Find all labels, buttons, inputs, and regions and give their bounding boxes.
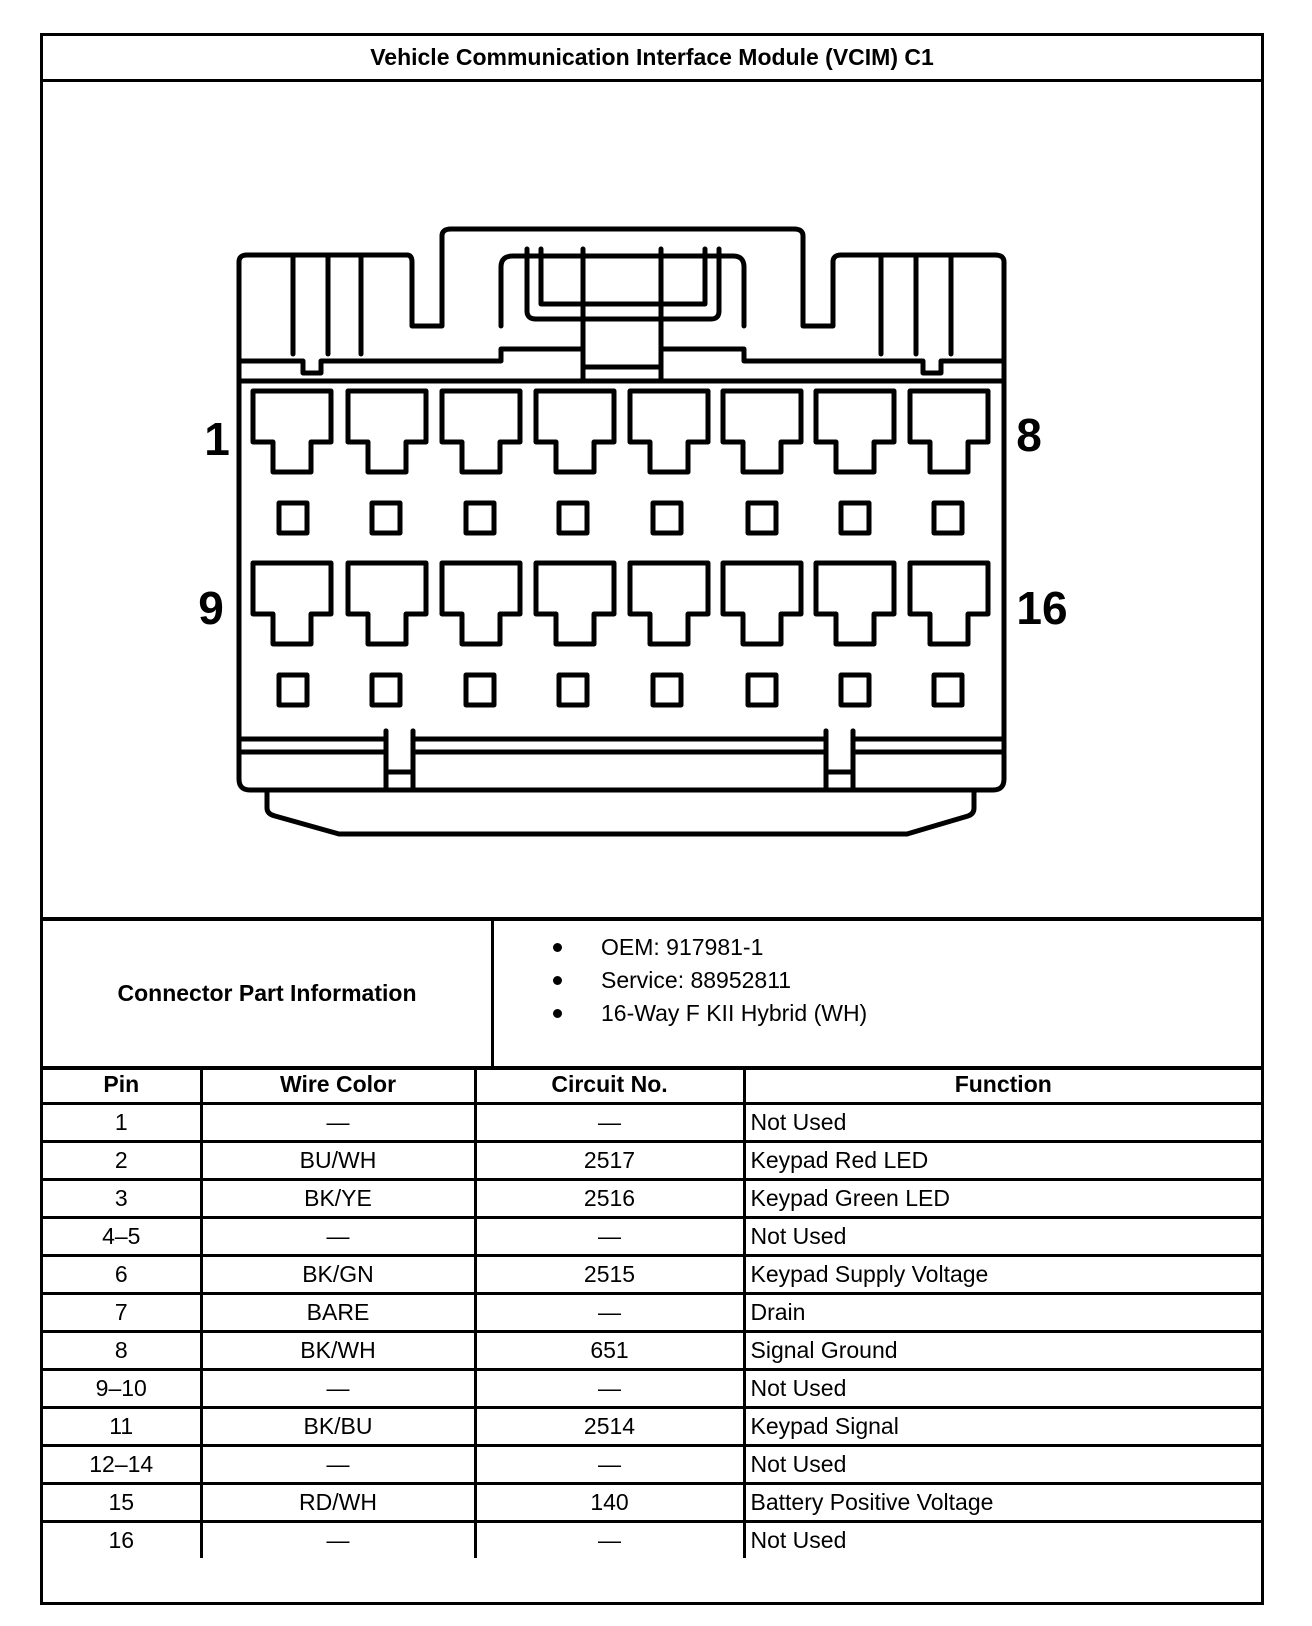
connector-part-info-list	[494, 931, 867, 1030]
wire-color-cell: —	[201, 1370, 475, 1408]
pin-cell: 6	[43, 1256, 201, 1294]
circuit-cell: 2515	[475, 1256, 744, 1294]
table-row	[43, 1218, 1261, 1256]
wire-color-cell: BK/YE	[201, 1180, 475, 1218]
table-row	[43, 1522, 1261, 1559]
function-cell: Keypad Red LED	[744, 1142, 1261, 1180]
table-row	[43, 1446, 1261, 1484]
wire-color-cell: —	[201, 1218, 475, 1256]
part-info-description: 16-Way F KII Hybrid (WH)	[601, 1000, 868, 1026]
page-title: Vehicle Communication Interface Module (VCIM) C1	[43, 36, 1261, 82]
function-cell: Signal Ground	[744, 1332, 1261, 1370]
wire-color-cell: —	[201, 1104, 475, 1142]
wire-color-cell: RD/WH	[201, 1484, 475, 1522]
function-cell: Not Used	[744, 1104, 1261, 1142]
function-cell: Not Used	[744, 1522, 1261, 1559]
pin-cell: 1	[43, 1104, 201, 1142]
connector-sheet	[40, 33, 1264, 1605]
table-row	[43, 1104, 1261, 1142]
table-row	[43, 1484, 1261, 1522]
pin-label-16: 16	[1016, 582, 1068, 634]
table-row	[43, 1180, 1261, 1218]
circuit-cell: 140	[475, 1484, 744, 1522]
function-cell: Keypad Supply Voltage	[744, 1256, 1261, 1294]
circuit-cell: —	[475, 1294, 744, 1332]
connector-part-info	[43, 921, 1261, 1070]
header-function: Function	[744, 1067, 1261, 1104]
pinout-table	[43, 1067, 1261, 1558]
circuit-cell: 651	[475, 1332, 744, 1370]
circuit-cell: —	[475, 1522, 744, 1559]
pin-label-1: 1	[204, 413, 230, 465]
pin-label-9: 9	[198, 582, 224, 634]
wire-color-cell: —	[201, 1446, 475, 1484]
connector-part-info-label: Connector Part Information	[43, 921, 494, 1066]
circuit-cell: —	[475, 1104, 744, 1142]
circuit-cell: 2517	[475, 1142, 744, 1180]
wire-color-cell: BARE	[201, 1294, 475, 1332]
pin-cell: 15	[43, 1484, 201, 1522]
bullet-icon	[553, 976, 562, 985]
pin-cell: 7	[43, 1294, 201, 1332]
pin-cell: 2	[43, 1142, 201, 1180]
pin-cell: 12–14	[43, 1446, 201, 1484]
header-wire-color: Wire Color	[201, 1067, 475, 1104]
wire-color-cell: —	[201, 1522, 475, 1559]
circuit-cell: —	[475, 1370, 744, 1408]
pin-cell: 8	[43, 1332, 201, 1370]
pin-cell: 9–10	[43, 1370, 201, 1408]
function-cell: Not Used	[744, 1370, 1261, 1408]
wire-color-cell: BK/GN	[201, 1256, 475, 1294]
pin-cell: 16	[43, 1522, 201, 1559]
function-cell: Keypad Signal	[744, 1408, 1261, 1446]
circuit-cell: —	[475, 1446, 744, 1484]
part-info-service: Service: 88952811	[601, 967, 792, 993]
function-cell: Not Used	[744, 1218, 1261, 1256]
list-item	[494, 997, 867, 1030]
function-cell: Drain	[744, 1294, 1261, 1332]
table-row	[43, 1370, 1261, 1408]
table-header-row	[43, 1067, 1261, 1104]
circuit-cell: 2516	[475, 1180, 744, 1218]
table-row	[43, 1256, 1261, 1294]
part-info-oem: OEM: 917981-1	[601, 934, 764, 960]
wire-color-cell: BK/BU	[201, 1408, 475, 1446]
list-item	[494, 964, 867, 997]
table-row	[43, 1142, 1261, 1180]
function-cell: Not Used	[744, 1446, 1261, 1484]
pin-cell: 11	[43, 1408, 201, 1446]
table-row	[43, 1408, 1261, 1446]
table-row	[43, 1332, 1261, 1370]
function-cell: Battery Positive Voltage	[744, 1484, 1261, 1522]
pin-cell: 3	[43, 1180, 201, 1218]
pin-cell: 4–5	[43, 1218, 201, 1256]
bullet-icon	[553, 943, 562, 952]
circuit-cell: —	[475, 1218, 744, 1256]
bullet-icon	[553, 1009, 562, 1018]
pin-number-labels	[43, 79, 1261, 917]
table-row	[43, 1294, 1261, 1332]
header-circuit-no: Circuit No.	[475, 1067, 744, 1104]
wire-color-cell: BU/WH	[201, 1142, 475, 1180]
connector-drawing	[43, 79, 1261, 921]
list-item	[494, 931, 867, 964]
pin-label-8: 8	[1016, 409, 1042, 461]
wire-color-cell: BK/WH	[201, 1332, 475, 1370]
function-cell: Keypad Green LED	[744, 1180, 1261, 1218]
header-pin: Pin	[43, 1067, 201, 1104]
circuit-cell: 2514	[475, 1408, 744, 1446]
